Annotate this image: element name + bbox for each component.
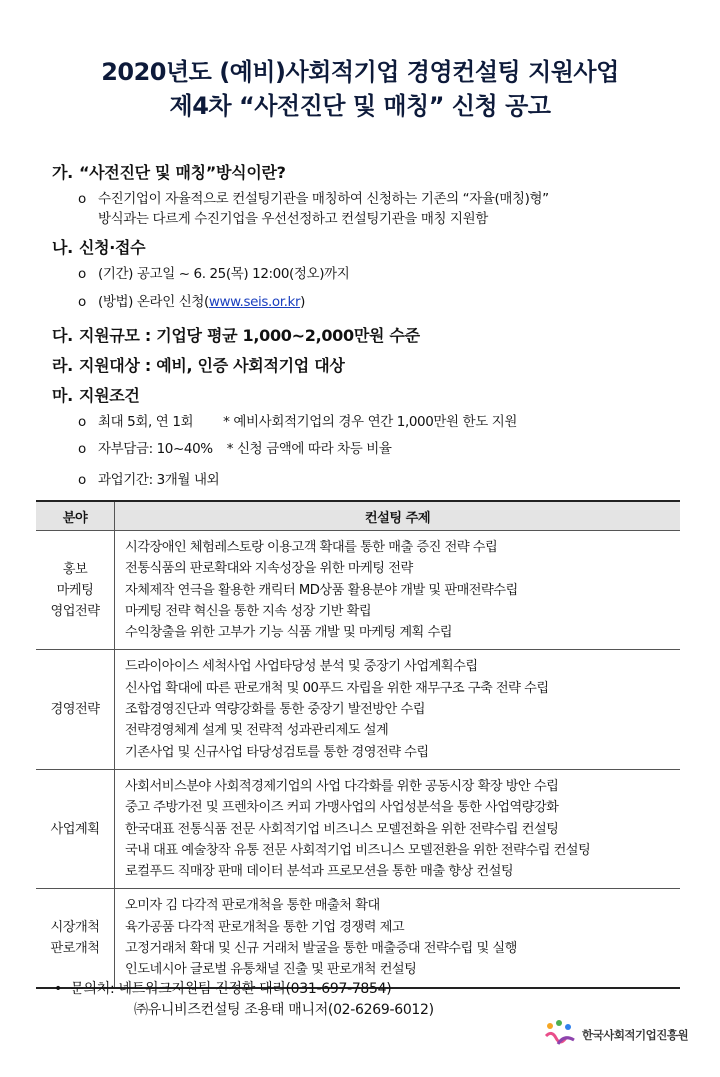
- topics-cell: [115, 531, 681, 650]
- ma-item2: [78, 437, 392, 457]
- topics-cell: [115, 769, 681, 888]
- category-line: 사업계획: [50, 821, 100, 837]
- topics-cell: [115, 889, 681, 988]
- method-suffix: ): [300, 294, 305, 310]
- category-cell: [36, 531, 115, 650]
- topic-item: 로컬푸드 직매장 판매 데이터 분석과 프로모션을 통한 매출 향상 컨설팅: [125, 864, 514, 880]
- contact-primary: 네트워크지원팀 진정환 대리(031-697-7854): [118, 981, 392, 997]
- topic-item: 사회서비스분야 사회적경제기업의 사업 다각화를 위한 공동시장 확장 방안 수립: [125, 778, 559, 794]
- topic-item: 고정거래처 확대 및 신규 거래처 발굴을 통한 매출증대 전략수립 및 실행: [125, 941, 517, 957]
- na-period: [78, 262, 349, 282]
- topic-item: 인도네시아 글로벌 유통채널 진출 및 판로개척 컨설팅: [125, 962, 417, 978]
- consulting-topics-table: [36, 500, 680, 989]
- org-name: 한국사회적기업진흥원: [582, 1028, 689, 1042]
- section-title: 지원대상 : 예비, 인증 사회적기업 대상: [78, 356, 345, 375]
- section-title: 지원규모 : 기업당 평균 1,000~2,000만원 수준: [78, 326, 420, 345]
- category-cell: [36, 650, 115, 769]
- section-tag: 마.: [52, 386, 73, 405]
- page-title-line2: 제4차 “사전진단 및 매칭” 신청 공고: [169, 92, 551, 120]
- topic-item: 수익창출을 위한 고부가 기능 식품 개발 및 마케팅 계획 수립: [125, 625, 452, 641]
- topic-item: 마케팅 전략 혁신을 통한 지속 성장 기반 확립: [125, 603, 372, 619]
- category-cell: [36, 769, 115, 888]
- seis-link[interactable]: www.seis.or.kr: [208, 294, 301, 310]
- topic-item: 중고 주방가전 및 프렌차이즈 커피 가맹사업의 사업성분석을 통한 사업역량강화: [125, 800, 559, 816]
- section-tag: 가.: [52, 163, 73, 182]
- header-topic: 컨설팅 주제: [115, 501, 681, 531]
- section-tag: 라.: [52, 356, 73, 375]
- topic-item: 육가공품 다각적 판로개척을 통한 기업 경쟁력 제고: [125, 919, 405, 935]
- ga-bullet-line1: [78, 187, 549, 207]
- header-field: 분야: [36, 501, 115, 531]
- section-title: 신청·접수: [78, 238, 146, 257]
- topic-item: 국내 대표 예술창작 유통 전문 사회적기업 비즈니스 모델전환을 위한 전략수립 컨설팅: [125, 842, 591, 858]
- topic-item: 전략경영체계 설계 및 전략적 성과관리제도 설계: [125, 723, 389, 739]
- section-tag: 다.: [52, 326, 73, 345]
- contact-bullet: •: [54, 981, 62, 997]
- method-prefix: (방법) 온라인 신청(: [98, 294, 209, 310]
- topic-item: 전통식품의 판로확대와 지속성장을 위한 마케팅 전략: [125, 561, 413, 577]
- topic-item: 오미자 김 다각적 판로개척을 통한 매출처 확대: [125, 898, 380, 914]
- category-line: 마케팅: [56, 582, 94, 598]
- category-line: 경영전략: [50, 702, 100, 718]
- topic-item: 신사업 확대에 따른 판로개척 및 00푸드 자립을 위한 재무구조 구축 전략 수립: [125, 680, 549, 696]
- section-ra-heading: [52, 353, 345, 376]
- category-line: 판로개척: [50, 941, 100, 957]
- category-line: 시장개척: [50, 920, 100, 936]
- ga-bullet-line2: 방식과는 다르게 수진기업을 우선선정하고 컨설팅기관을 매칭 지원함: [98, 211, 488, 227]
- item-text: 최대 5회, 연 1회: [98, 414, 194, 430]
- item-text: 자부담금: 10~40%: [98, 441, 213, 457]
- section-title: 지원조건: [78, 386, 140, 405]
- bullet-marker: o: [78, 294, 86, 310]
- category-line: 홍보: [62, 561, 88, 577]
- item-note: * 신청 금액에 따라 차등 비율: [226, 441, 392, 457]
- table-row: [36, 531, 680, 650]
- category-line: 영업전략: [50, 603, 100, 619]
- topic-item: 조합경영진단과 역량강화를 통한 중장기 발전방안 수립: [125, 702, 425, 718]
- topic-item: 자체제작 연극을 활용한 캐릭터 MD상품 활용분야 개발 및 판매전략수립: [125, 582, 518, 598]
- section-da-heading: [52, 323, 420, 346]
- item-note: * 예비사회적기업의 경우 연간 1,000만원 한도 지원: [223, 414, 518, 430]
- topic-item: 드라이아이스 세척사업 사업타당성 분석 및 중장기 사업계획수립: [125, 659, 478, 675]
- logo-swoosh: [558, 1038, 574, 1044]
- section-ga-heading: [52, 160, 286, 183]
- logo-dot: [556, 1020, 562, 1026]
- bullet-marker: o: [78, 472, 86, 488]
- table-row: [36, 889, 680, 988]
- ma-item1: [78, 410, 517, 430]
- page-title-line1: 2020년도 (예비)사회적기업 경영컨설팅 지원사업: [101, 58, 619, 86]
- bullet-marker: o: [78, 191, 86, 207]
- section-ma-heading: [52, 383, 140, 406]
- topic-item: 한국대표 전통식품 전문 사회적기업 비즈니스 모델전화을 위한 전략수립 컨설팅: [125, 821, 559, 837]
- category-cell: [36, 889, 115, 988]
- item-text: 과업기간: 3개월 내외: [98, 472, 220, 488]
- bullet-marker: o: [78, 414, 86, 430]
- bullet-marker: o: [78, 441, 86, 457]
- topics-cell: [115, 650, 681, 769]
- logo-dot: [547, 1023, 553, 1029]
- topic-item: 기존사업 및 신규사업 타당성검토를 통한 경영전략 수립: [125, 744, 429, 760]
- ma-item3: [78, 468, 219, 488]
- table-row: [36, 769, 680, 888]
- section-na-heading: [52, 235, 145, 258]
- contact-line1: [54, 978, 391, 998]
- table-row: [36, 650, 680, 769]
- bullet-marker: o: [78, 266, 86, 282]
- section-tag: 나.: [52, 238, 73, 257]
- contact-label: 문의처:: [70, 981, 115, 997]
- logo-dot: [565, 1024, 571, 1030]
- na-method: [78, 290, 305, 310]
- contact-secondary: ㈜유니비즈컨설팅 조용태 매니저(02-6269-6012): [134, 1002, 434, 1018]
- section-title: “사전진단 및 매칭”방식이란?: [78, 163, 286, 182]
- bullet-text: 수진기업이 자율적으로 컨설팅기관을 매칭하여 신청하는 기존의 “자율(매칭)형”: [98, 191, 549, 207]
- topic-item: 시각장애인 체험레스토랑 이용고객 확대를 통한 매출 증진 전략 수립: [125, 540, 498, 555]
- period-text: (기간) 공고일 ~ 6. 25(목) 12:00(정오)까지: [98, 266, 350, 282]
